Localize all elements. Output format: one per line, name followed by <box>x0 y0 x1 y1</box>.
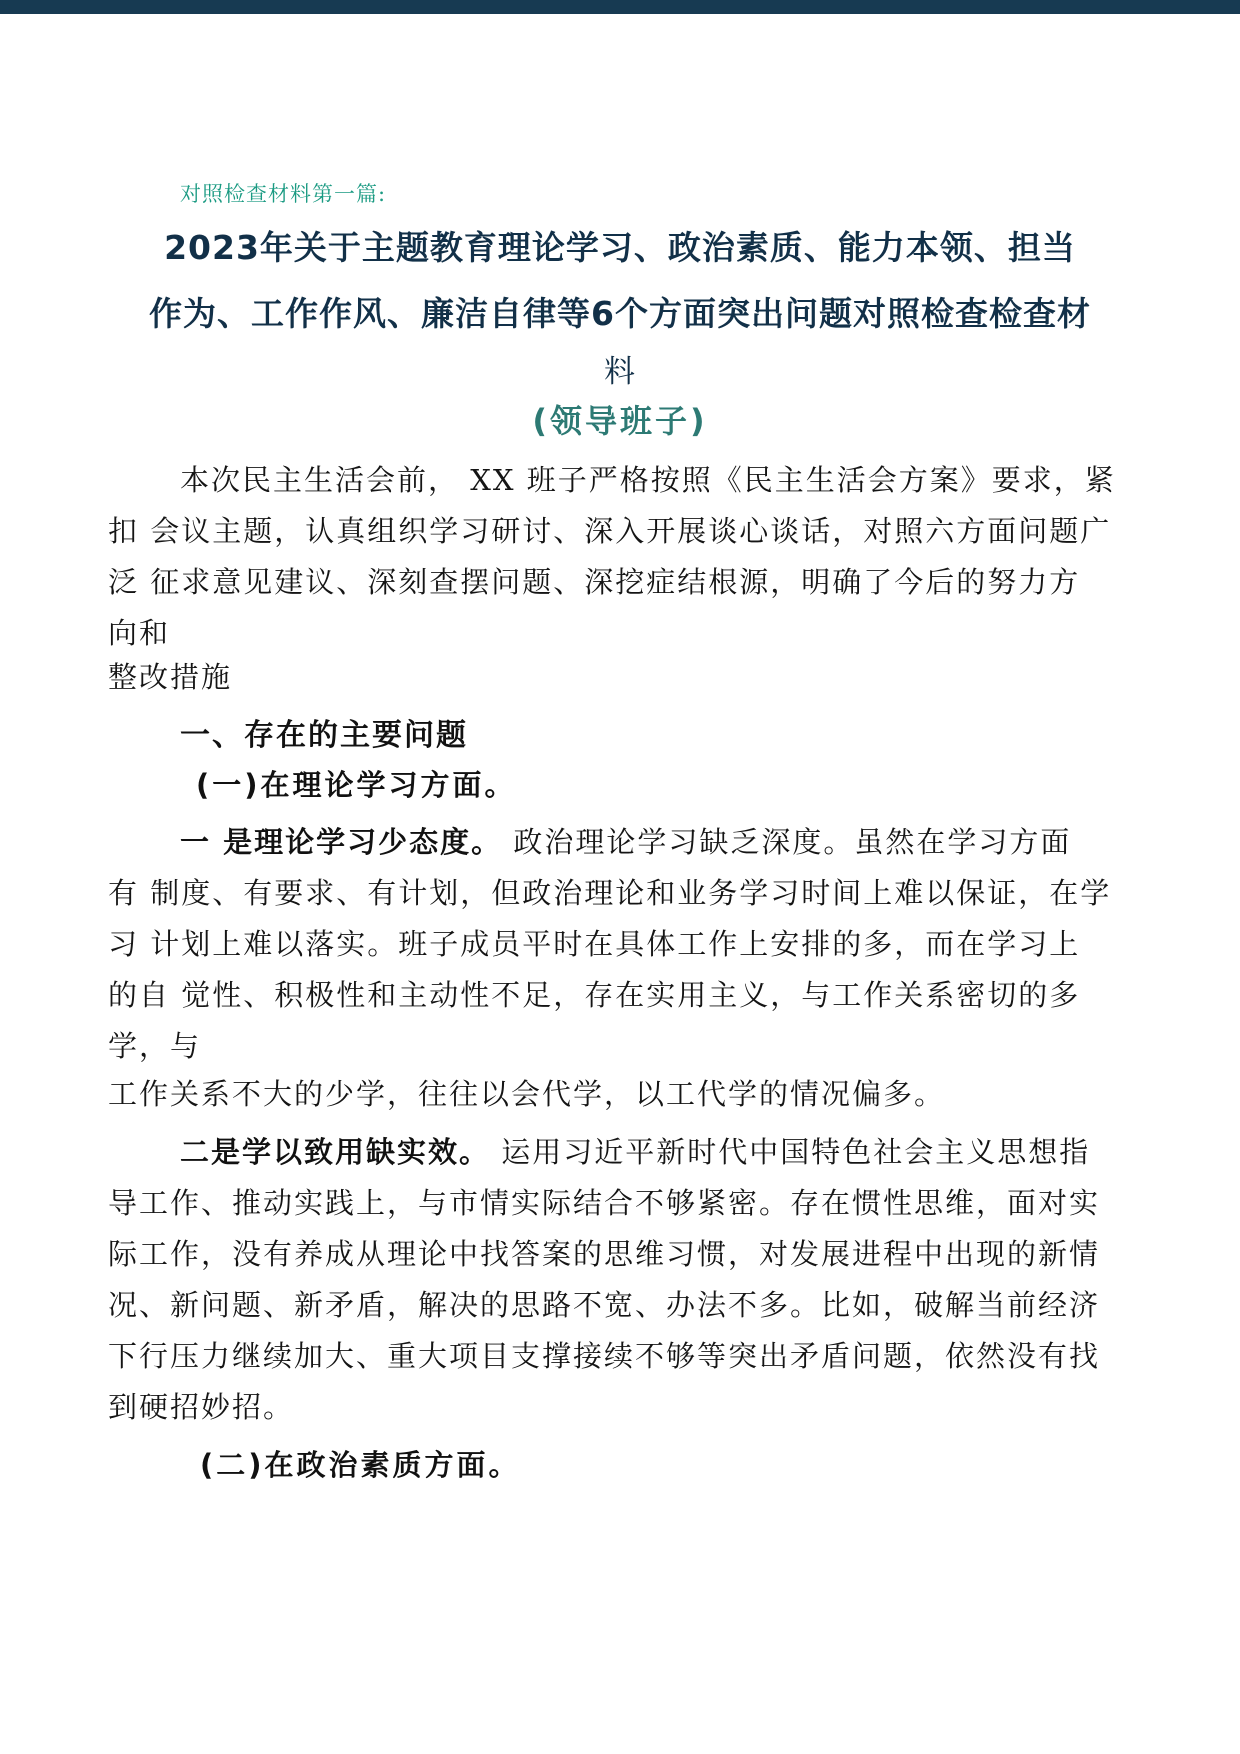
document-subtitle: (领导班子) <box>532 402 708 440</box>
point1-line-5: 学，与 <box>108 1029 202 1063</box>
point2-line-2: 导工作、推动实践上，与市情实际结合不够紧密。存在惯性思维，面对实 <box>108 1186 1101 1220</box>
subsection-heading-theory-study: (一)在理论学习方面。 <box>196 768 517 802</box>
document-title-line-2: 作为、工作作风、廉洁自律等6个方面突出问题对照检查检查材 <box>149 294 1091 333</box>
document-title-line-3: 料 <box>604 354 636 390</box>
intro-line-4: 向和 <box>108 616 171 650</box>
point1-first-line <box>180 820 1071 861</box>
point1-line-3: 习 计划上难以落实。班子成员平时在具体工作上安排的多，而在学习上 <box>108 927 1081 961</box>
section-heading-main-problems: 一、存在的主要问题 <box>180 718 468 753</box>
point2-line-4: 况、新问题、新矛盾，解决的思路不宽、办法不多。比如，破解当前经济 <box>108 1288 1101 1322</box>
point1-line-4: 的自 觉性、积极性和主动性不足，存在实用主义，与工作关系密切的多 <box>108 978 1081 1012</box>
subsection-heading-political-quality: (二)在政治素质方面。 <box>200 1448 521 1482</box>
point2-lead: 二是学以致用缺实效。 <box>180 1135 491 1169</box>
top-border-bar <box>0 0 1240 14</box>
point1-lead: 一 是理论学习少态度。 <box>180 825 503 859</box>
point1-first-line-rest: 政治理论学习缺乏深度。虽然在学习方面 <box>502 825 1072 859</box>
document-series-label: 对照检查材料第一篇: <box>180 182 387 206</box>
point2-line-3: 际工作，没有养成从理论中找答案的思维习惯，对发展进程中出现的新情 <box>108 1237 1101 1271</box>
document-title-line-1: 2023年关于主题教育理论学习、政治素质、能力本领、担当 <box>164 228 1076 267</box>
point1-line-6: 工作关系不大的少学，往往以会代学，以工代学的情况偏多。 <box>108 1077 946 1111</box>
intro-line-3: 泛 征求意见建议、深刻查摆问题、深挖症结根源，明确了今后的努力方 <box>108 565 1081 599</box>
point2-first-line-rest: 运用习近平新时代中国特色社会主义思想指 <box>490 1135 1091 1169</box>
intro-line-1: 本次民主生活会前， XX 班子严格按照《民主生活会方案》要求，紧 <box>180 463 1116 497</box>
intro-line-2: 扣 会议主题，认真组织学习研讨、深入开展谈心谈话，对照六方面问题广 <box>108 514 1112 548</box>
intro-line-5: 整改措施 <box>108 660 233 694</box>
point2-line-5: 下行压力继续加大、重大项目支撑接续不够等突出矛盾问题，依然没有找 <box>108 1339 1101 1373</box>
point2-line-6: 到硬招妙招。 <box>108 1390 295 1424</box>
point1-line-2: 有 制度、有要求、有计划，但政治理论和业务学习时间上难以保证，在学 <box>108 876 1112 910</box>
point2-first-line <box>180 1130 1090 1171</box>
